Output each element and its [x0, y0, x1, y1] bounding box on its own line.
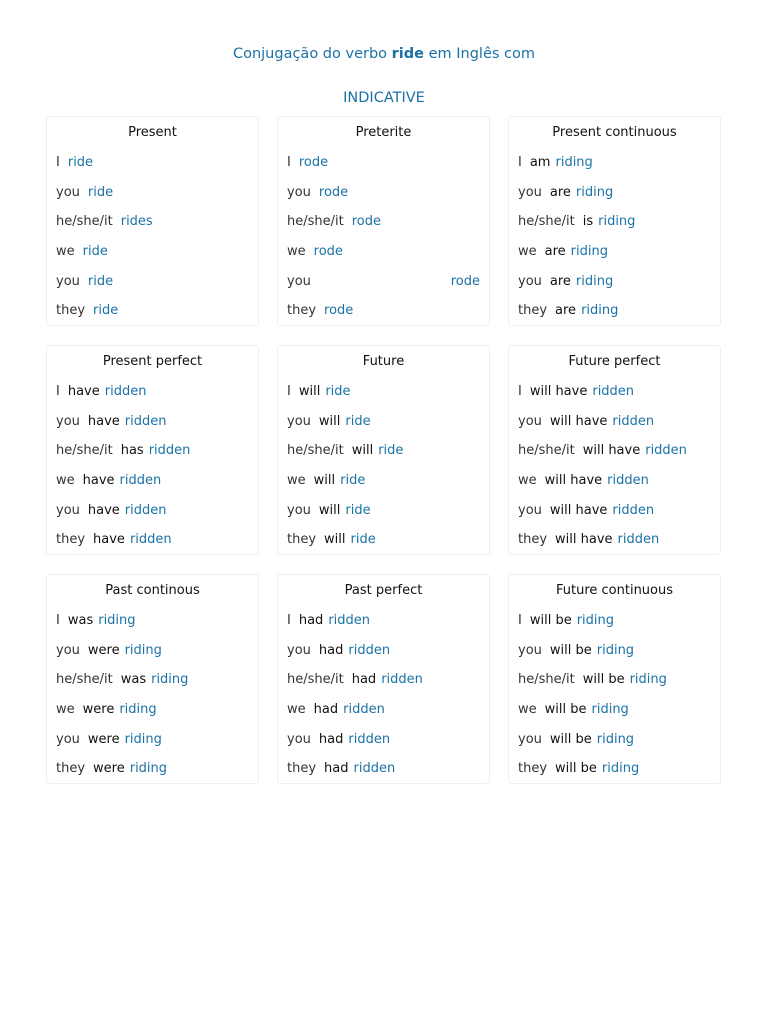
conjugation-row: [56, 525, 249, 555]
auxiliary: will: [318, 413, 341, 429]
auxiliary: will be: [544, 702, 587, 718]
conjugation-row: [287, 407, 480, 437]
conjugation-row: [56, 148, 249, 178]
conjugation-row: [56, 237, 249, 267]
tense-title: Preterite: [355, 125, 412, 140]
pronoun: you: [287, 184, 311, 200]
verb-form: riding: [601, 761, 640, 777]
pronoun: I: [56, 155, 60, 170]
tense-card: [508, 345, 721, 555]
verb-form: rode: [318, 184, 349, 200]
verb-form: ride: [340, 473, 366, 489]
verb-form: riding: [151, 672, 189, 688]
verb-form: riding: [570, 244, 608, 260]
title-verb: ride: [391, 46, 424, 62]
verb-form: riding: [598, 214, 636, 230]
auxiliary: has: [120, 443, 144, 459]
conjugation-row: [56, 695, 249, 725]
conjugation-row: [56, 665, 249, 695]
verb-form: ridden: [381, 672, 423, 688]
pronoun: you: [56, 413, 80, 429]
pronoun: they: [56, 761, 86, 777]
conjugation-row: [56, 377, 249, 407]
pronoun: he/she/it: [287, 214, 344, 230]
auxiliary: were: [87, 731, 120, 747]
verb-form: ridden: [645, 443, 687, 459]
conjugation-row: [287, 496, 480, 526]
conjugation-row: [518, 636, 711, 666]
verb-form: ridden: [119, 473, 162, 489]
mood-heading: INDICATIVE: [343, 90, 425, 106]
conjugation-row: [518, 754, 711, 784]
verb-form: ridden: [617, 532, 660, 548]
pronoun: they: [56, 532, 86, 548]
verb-form: ride: [67, 155, 94, 170]
conjugation-row: [287, 525, 480, 555]
pronoun: you: [287, 642, 311, 658]
pronoun: you: [518, 413, 542, 429]
pronoun: they: [287, 532, 317, 548]
tense-title: Present: [128, 125, 177, 140]
pronoun: I: [287, 384, 291, 399]
tense-card: [277, 345, 490, 555]
auxiliary: had: [318, 731, 344, 747]
auxiliary: had: [324, 761, 349, 777]
verb-form: ride: [378, 443, 404, 459]
pronoun: you: [56, 502, 80, 518]
pronoun: we: [287, 473, 306, 489]
pronoun: we: [287, 702, 306, 718]
tense-card: [508, 574, 721, 784]
tense-grid: [46, 116, 722, 784]
conjugation-row: [518, 725, 711, 755]
auxiliary: are: [555, 303, 577, 319]
pronoun: he/she/it: [518, 214, 575, 230]
verb-form: rode: [313, 244, 343, 260]
auxiliary: will: [298, 384, 321, 399]
verb-form: riding: [629, 672, 667, 688]
conjugation-row: [56, 636, 249, 666]
conjugation-row: [56, 725, 249, 755]
conjugation-row: [518, 296, 711, 326]
verb-form: riding: [596, 731, 635, 747]
conjugation-row: [287, 695, 480, 725]
pronoun: he/she/it: [56, 672, 113, 688]
conjugation-row: [287, 754, 480, 784]
conjugation-row: [287, 377, 480, 407]
auxiliary: had: [298, 613, 324, 628]
conjugation-row: [56, 207, 249, 237]
verb-form: ridden: [607, 473, 649, 489]
conjugation-row: [56, 296, 249, 326]
pronoun: you: [518, 184, 542, 200]
conjugation-row: [287, 436, 480, 466]
conjugation-row: [56, 178, 249, 208]
conjugation-row: [56, 754, 249, 784]
tense-title: Present continuous: [552, 125, 677, 140]
conjugation-row: [287, 665, 480, 695]
verb-form: ridden: [124, 413, 167, 429]
verb-form: ridden: [348, 731, 391, 747]
tense-title: Past continous: [105, 583, 200, 598]
conjugation-row: [518, 466, 711, 496]
verb-form: riding: [576, 613, 615, 628]
pronoun: we: [518, 702, 537, 718]
conjugation-row: [287, 296, 480, 326]
verb-form: riding: [119, 702, 157, 718]
verb-form: ridden: [348, 642, 391, 658]
pronoun: he/she/it: [518, 443, 575, 459]
verb-form: ridden: [612, 413, 655, 429]
auxiliary: will have: [544, 473, 603, 489]
pronoun: I: [518, 613, 522, 628]
conjugation-row: [518, 436, 711, 466]
verb-form: rode: [298, 155, 329, 170]
verb-form: ride: [82, 244, 108, 260]
conjugation-row: [56, 407, 249, 437]
verb-form: rode: [351, 214, 381, 230]
pronoun: they: [287, 303, 317, 319]
pronoun: we: [518, 244, 537, 260]
tense-card: [46, 116, 259, 326]
auxiliary: will have: [549, 413, 608, 429]
tense-card: [277, 574, 490, 784]
conjugation-row: [518, 525, 711, 555]
auxiliary: have: [67, 384, 100, 399]
pronoun: you: [56, 642, 80, 658]
pronoun: he/she/it: [287, 672, 344, 688]
auxiliary: will: [324, 532, 346, 548]
pronoun: I: [56, 613, 60, 628]
verb-form: ride: [325, 384, 351, 399]
tense-card: [46, 574, 259, 784]
conjugation-row: [287, 237, 480, 267]
auxiliary: will: [313, 473, 336, 489]
auxiliary: are: [549, 184, 571, 200]
conjugation-row: [56, 496, 249, 526]
pronoun: you: [56, 273, 80, 289]
verb-form: ridden: [104, 384, 147, 399]
verb-form: riding: [575, 273, 614, 289]
verb-form: riding: [596, 642, 635, 658]
verb-form: rides: [120, 214, 153, 230]
verb-form: ride: [87, 184, 114, 200]
verb-form: ridden: [353, 761, 396, 777]
tense-title: Future perfect: [568, 354, 661, 369]
conjugation-row: [287, 178, 480, 208]
pronoun: you: [518, 642, 542, 658]
conjugation-row: [287, 148, 480, 178]
auxiliary: was: [67, 613, 94, 628]
verb-form: ridden: [592, 384, 635, 399]
verb-form: ride: [87, 273, 114, 289]
auxiliary: is: [582, 214, 594, 230]
verb-form: rode: [324, 303, 354, 319]
auxiliary: were: [93, 761, 125, 777]
verb-form: ridden: [129, 532, 172, 548]
title-after: em Inglês com: [428, 46, 536, 62]
verb-form: riding: [124, 642, 162, 658]
auxiliary: have: [93, 532, 125, 548]
auxiliary: are: [549, 273, 571, 289]
verb-form: riding: [124, 731, 162, 747]
conjugation-row: [518, 606, 711, 636]
conjugation-row: [518, 148, 711, 178]
conjugation-row: [287, 466, 480, 496]
conjugation-row: [518, 377, 711, 407]
tense-card: [508, 116, 721, 326]
auxiliary: had: [351, 672, 377, 688]
auxiliary: will be: [549, 642, 592, 658]
page-title: [0, 46, 768, 62]
auxiliary: will: [318, 502, 341, 518]
auxiliary: am: [529, 155, 551, 170]
conjugation-row: [518, 207, 711, 237]
conjugation-row: [56, 267, 249, 297]
pronoun: you: [287, 413, 311, 429]
verb-form: riding: [581, 303, 619, 319]
verb-form: riding: [98, 613, 136, 628]
pronoun: you: [518, 731, 542, 747]
verb-form: ride: [93, 303, 119, 319]
auxiliary: had: [318, 642, 344, 658]
conjugation-row: [56, 436, 249, 466]
conjugation-row: [518, 407, 711, 437]
verb-form: ridden: [124, 502, 167, 518]
conjugation-row: [518, 695, 711, 725]
pronoun: you: [518, 273, 542, 289]
auxiliary: had: [313, 702, 339, 718]
conjugation-row: [518, 665, 711, 695]
verb-form: riding: [575, 184, 614, 200]
verb-form: riding: [591, 702, 629, 718]
auxiliary: were: [82, 702, 115, 718]
pronoun: he/she/it: [518, 672, 575, 688]
verb-form: ridden: [343, 702, 385, 718]
auxiliary: will: [351, 443, 374, 459]
auxiliary: was: [120, 672, 147, 688]
tense-title: Future continuous: [555, 583, 674, 598]
conjugation-row: [518, 496, 711, 526]
conjugation-row: [287, 725, 480, 755]
pronoun: you: [56, 731, 80, 747]
verb-form: ridden: [328, 613, 371, 628]
tense-card: [277, 116, 490, 326]
pronoun: you: [518, 502, 542, 518]
pronoun: he/she/it: [287, 443, 344, 459]
auxiliary: will be: [555, 761, 597, 777]
pronoun: I: [287, 613, 291, 628]
verb-form: ride: [345, 413, 371, 429]
pronoun: they: [518, 761, 548, 777]
auxiliary: will have: [555, 532, 613, 548]
conjugation-row: [287, 636, 480, 666]
verb-form: riding: [555, 155, 593, 170]
auxiliary: will be: [549, 731, 592, 747]
auxiliary: are: [544, 244, 566, 260]
pronoun: I: [518, 155, 522, 170]
auxiliary: will have: [582, 443, 641, 459]
verb-form: ridden: [612, 502, 655, 518]
pronoun: we: [287, 244, 306, 260]
pronoun: I: [56, 384, 60, 399]
conjugation-row: [518, 178, 711, 208]
verb-form: ridden: [148, 443, 191, 459]
conjugation-row: [518, 237, 711, 267]
pronoun: we: [56, 244, 75, 260]
pronoun: they: [518, 303, 548, 319]
auxiliary: will be: [582, 672, 625, 688]
verb-form: rode: [450, 273, 480, 289]
pronoun: they: [287, 761, 317, 777]
verb-form: ride: [345, 502, 371, 518]
auxiliary: will have: [529, 384, 588, 399]
pronoun: you: [287, 731, 311, 747]
conjugation-row: [287, 267, 480, 297]
verb-form: ride: [350, 532, 376, 548]
auxiliary: were: [87, 642, 120, 658]
conjugation-row: [287, 606, 480, 636]
pronoun: we: [56, 473, 75, 489]
tense-card: [46, 345, 259, 555]
pronoun: they: [56, 303, 86, 319]
conjugation-row: [287, 207, 480, 237]
auxiliary: have: [87, 413, 120, 429]
pronoun: you: [287, 273, 311, 289]
pronoun: you: [287, 502, 311, 518]
tense-title: Present perfect: [102, 354, 203, 369]
title-before: Conjugação do verbo: [232, 46, 388, 62]
pronoun: he/she/it: [56, 214, 113, 230]
auxiliary: have: [82, 473, 115, 489]
pronoun: I: [518, 384, 522, 399]
pronoun: you: [56, 184, 80, 200]
auxiliary: will have: [549, 502, 608, 518]
pronoun: I: [287, 155, 291, 170]
auxiliary: have: [87, 502, 120, 518]
conjugation-row: [56, 606, 249, 636]
conjugation-row: [56, 466, 249, 496]
tense-title: Future: [362, 354, 405, 369]
pronoun: we: [518, 473, 537, 489]
conjugation-row: [518, 267, 711, 297]
pronoun: he/she/it: [56, 443, 113, 459]
pronoun: they: [518, 532, 548, 548]
pronoun: we: [56, 702, 75, 718]
tense-title: Past perfect: [344, 583, 423, 598]
verb-form: riding: [129, 761, 168, 777]
auxiliary: will be: [529, 613, 572, 628]
